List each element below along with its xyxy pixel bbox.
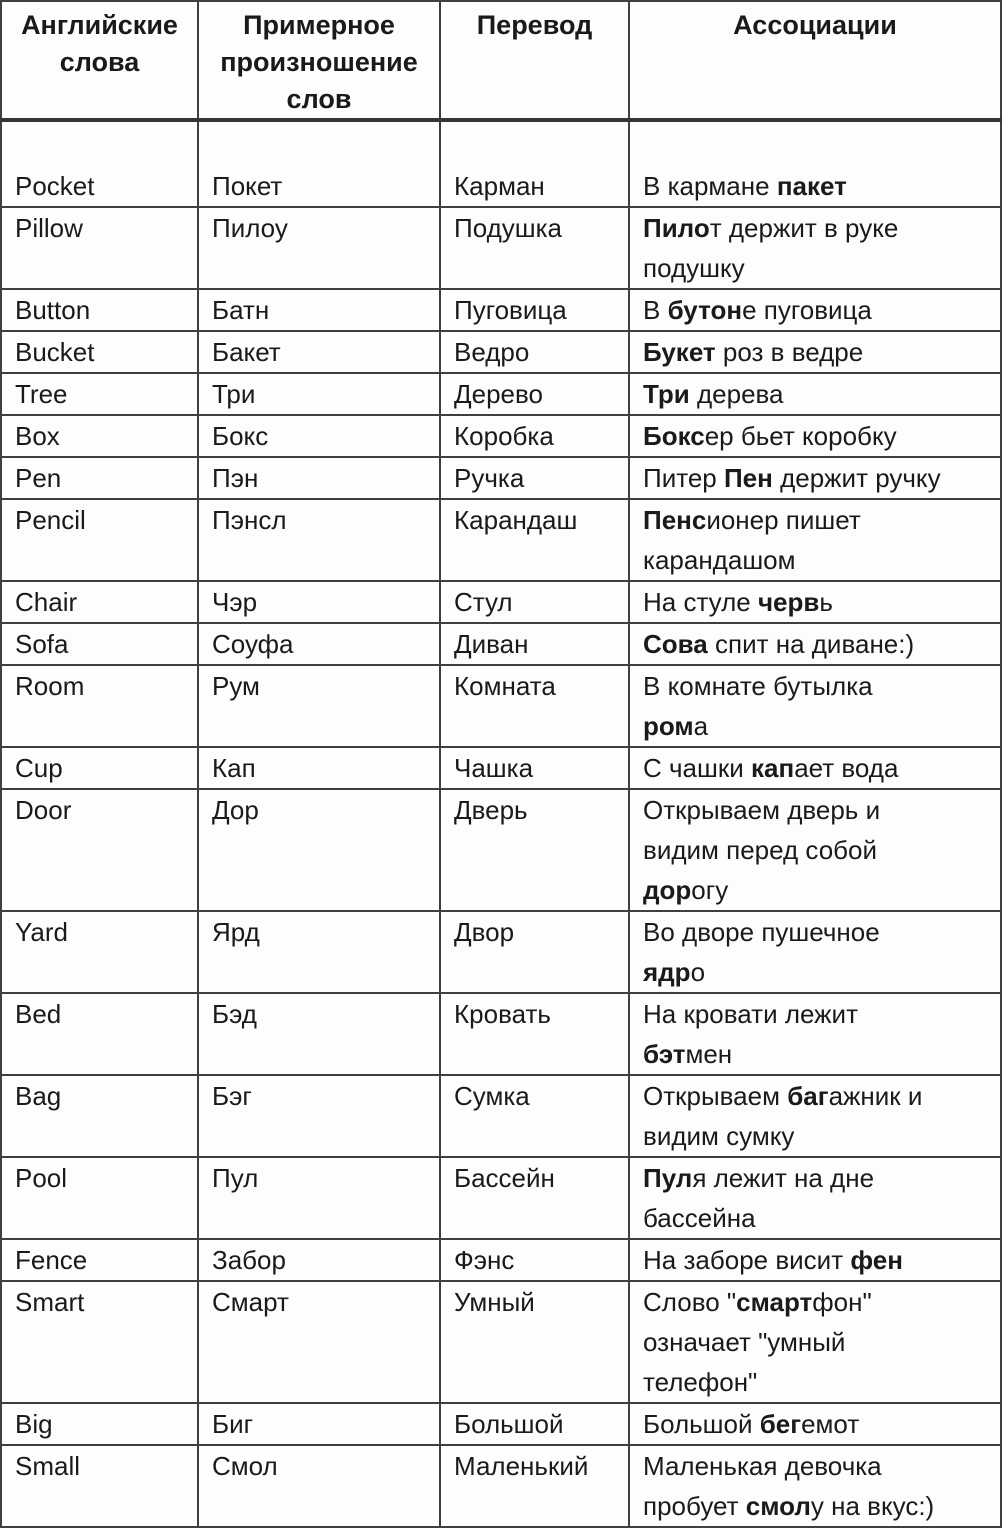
association-keyword: Пило bbox=[643, 213, 710, 243]
pronunciation-cell: Пул bbox=[198, 1157, 440, 1239]
association-text: Во дворе пушечное bbox=[643, 917, 880, 947]
english-word-cell: Bed bbox=[1, 993, 198, 1075]
english-word-cell: Tree bbox=[1, 373, 198, 415]
pronunciation-cell: Пэнсл bbox=[198, 499, 440, 581]
pronunciation-cell: Ярд bbox=[198, 911, 440, 993]
translation-cell: Карман bbox=[440, 120, 629, 207]
association-keyword: бег bbox=[759, 1409, 802, 1439]
association-text: пробует bbox=[643, 1491, 746, 1521]
association-keyword: Букет bbox=[643, 337, 716, 367]
association-keyword: смарт bbox=[736, 1287, 813, 1317]
pronunciation-cell: Бакет bbox=[198, 331, 440, 373]
association-cell bbox=[629, 581, 1001, 623]
table-row bbox=[1, 911, 1001, 993]
association-cell bbox=[629, 1075, 1001, 1157]
pronunciation-cell: Смол bbox=[198, 1445, 440, 1527]
association-text: держит ручку bbox=[772, 463, 941, 493]
english-word-cell: Yard bbox=[1, 911, 198, 993]
association-text: видим сумку bbox=[643, 1121, 795, 1151]
association-text: спит на диване:) bbox=[707, 629, 915, 659]
header-row bbox=[1, 1, 1001, 120]
table-row bbox=[1, 499, 1001, 581]
association-cell bbox=[629, 911, 1001, 993]
association-text: о bbox=[690, 957, 706, 987]
association-text: а bbox=[693, 711, 709, 741]
english-word-cell: Pillow bbox=[1, 207, 198, 289]
association-text: На стуле bbox=[643, 587, 758, 617]
english-word-cell: Bag bbox=[1, 1075, 198, 1157]
english-word-cell: Sofa bbox=[1, 623, 198, 665]
association-cell bbox=[629, 993, 1001, 1075]
pronunciation-cell: Биг bbox=[198, 1403, 440, 1445]
association-keyword: ядр bbox=[643, 957, 691, 987]
translation-cell: Пуговица bbox=[440, 289, 629, 331]
association-keyword: баг bbox=[787, 1081, 829, 1111]
association-text: В bbox=[643, 295, 668, 325]
table-body bbox=[1, 120, 1001, 1527]
association-cell bbox=[629, 789, 1001, 911]
association-text: мен bbox=[685, 1039, 733, 1069]
association-text: На заборе висит bbox=[643, 1245, 851, 1275]
header-cell-translation: Перевод bbox=[440, 1, 629, 120]
association-text: фон" bbox=[812, 1287, 872, 1317]
translation-cell: Чашка bbox=[440, 747, 629, 789]
table-header bbox=[1, 1, 1001, 120]
association-text: С чашки bbox=[643, 753, 751, 783]
english-word-cell: Pencil bbox=[1, 499, 198, 581]
pronunciation-cell: Дор bbox=[198, 789, 440, 911]
association-keyword: Пенс bbox=[643, 505, 707, 535]
association-text: огу bbox=[691, 875, 729, 905]
association-cell bbox=[629, 623, 1001, 665]
table-row bbox=[1, 665, 1001, 747]
table-row bbox=[1, 289, 1001, 331]
translation-cell: Маленький bbox=[440, 1445, 629, 1527]
association-keyword: смол bbox=[745, 1491, 811, 1521]
association-text: ер бьет коробку bbox=[704, 421, 897, 451]
association-text: бассейна bbox=[643, 1203, 756, 1233]
english-word-cell: Fence bbox=[1, 1239, 198, 1281]
pronunciation-cell: Бэг bbox=[198, 1075, 440, 1157]
translation-cell: Двор bbox=[440, 911, 629, 993]
association-text: означает "умный bbox=[643, 1327, 846, 1357]
association-text: ажник и bbox=[828, 1081, 923, 1111]
pronunciation-cell: Чэр bbox=[198, 581, 440, 623]
table-row bbox=[1, 120, 1001, 207]
english-word-cell: Door bbox=[1, 789, 198, 911]
association-text: В комнате бутылка bbox=[643, 671, 873, 701]
association-cell bbox=[629, 415, 1001, 457]
association-text: е пуговица bbox=[742, 295, 872, 325]
association-keyword: ром bbox=[643, 711, 694, 741]
association-text: роз в ведре bbox=[715, 337, 864, 367]
table-row bbox=[1, 623, 1001, 665]
table-row bbox=[1, 581, 1001, 623]
translation-cell: Карандаш bbox=[440, 499, 629, 581]
association-text: ионер пишет bbox=[706, 505, 861, 535]
english-word-cell: Big bbox=[1, 1403, 198, 1445]
english-word-cell: Cup bbox=[1, 747, 198, 789]
translation-cell: Диван bbox=[440, 623, 629, 665]
header-cell-associations: Ассоциации bbox=[629, 1, 1001, 120]
table-row bbox=[1, 1075, 1001, 1157]
translation-cell: Фэнс bbox=[440, 1239, 629, 1281]
association-text: видим перед собой bbox=[643, 835, 878, 865]
association-text: подушку bbox=[643, 253, 745, 283]
association-text: телефон" bbox=[643, 1367, 758, 1397]
translation-cell: Стул bbox=[440, 581, 629, 623]
association-cell bbox=[629, 1239, 1001, 1281]
table-row bbox=[1, 1403, 1001, 1445]
translation-cell: Комната bbox=[440, 665, 629, 747]
pronunciation-cell: Соуфа bbox=[198, 623, 440, 665]
english-word-cell: Pocket bbox=[1, 120, 198, 207]
translation-cell: Кровать bbox=[440, 993, 629, 1075]
association-text: карандашом bbox=[643, 545, 796, 575]
association-text: у на вкус:) bbox=[810, 1491, 935, 1521]
association-keyword: черв bbox=[757, 587, 820, 617]
pronunciation-cell: Бэд bbox=[198, 993, 440, 1075]
english-word-cell: Pen bbox=[1, 457, 198, 499]
english-word-cell: Chair bbox=[1, 581, 198, 623]
association-text: дерева bbox=[689, 379, 784, 409]
association-text: Большой bbox=[643, 1409, 760, 1439]
association-cell bbox=[629, 120, 1001, 207]
association-keyword: кап bbox=[751, 753, 795, 783]
association-text: Маленькая девочка bbox=[643, 1451, 882, 1481]
table-row bbox=[1, 457, 1001, 499]
pronunciation-cell: Покет bbox=[198, 120, 440, 207]
english-word-cell: Pool bbox=[1, 1157, 198, 1239]
pronunciation-cell: Три bbox=[198, 373, 440, 415]
association-cell bbox=[629, 207, 1001, 289]
table-row bbox=[1, 1281, 1001, 1403]
translation-cell: Ручка bbox=[440, 457, 629, 499]
association-cell bbox=[629, 331, 1001, 373]
association-text: Слово " bbox=[643, 1287, 737, 1317]
translation-cell: Ведро bbox=[440, 331, 629, 373]
pronunciation-cell: Забор bbox=[198, 1239, 440, 1281]
header-cell-english-words: Английские слова bbox=[1, 1, 198, 120]
english-word-cell: Box bbox=[1, 415, 198, 457]
header-cell-pronunciation: Примерное произношение слов bbox=[198, 1, 440, 120]
table-row bbox=[1, 373, 1001, 415]
english-word-cell: Bucket bbox=[1, 331, 198, 373]
association-keyword: бутон bbox=[667, 295, 743, 325]
association-keyword: пакет bbox=[776, 171, 847, 201]
table-row bbox=[1, 1445, 1001, 1527]
association-keyword: дор bbox=[643, 875, 692, 905]
association-keyword: Пен bbox=[723, 463, 773, 493]
pronunciation-cell: Смарт bbox=[198, 1281, 440, 1403]
association-text: емот bbox=[801, 1409, 860, 1439]
association-cell bbox=[629, 1445, 1001, 1527]
association-cell bbox=[629, 373, 1001, 415]
english-word-cell: Button bbox=[1, 289, 198, 331]
association-cell bbox=[629, 747, 1001, 789]
association-keyword: Пул bbox=[643, 1163, 693, 1193]
association-text: Питер bbox=[643, 463, 724, 493]
table-row bbox=[1, 1157, 1001, 1239]
association-cell bbox=[629, 1281, 1001, 1403]
association-cell bbox=[629, 457, 1001, 499]
association-cell bbox=[629, 289, 1001, 331]
translation-cell: Дерево bbox=[440, 373, 629, 415]
table-row bbox=[1, 1239, 1001, 1281]
translation-cell: Коробка bbox=[440, 415, 629, 457]
association-text: Открываем bbox=[643, 1081, 788, 1111]
translation-cell: Сумка bbox=[440, 1075, 629, 1157]
table-row bbox=[1, 993, 1001, 1075]
pronunciation-cell: Рум bbox=[198, 665, 440, 747]
association-keyword: фен bbox=[850, 1245, 903, 1275]
pronunciation-cell: Бокс bbox=[198, 415, 440, 457]
association-keyword: Сова bbox=[643, 629, 708, 659]
pronunciation-cell: Пэн bbox=[198, 457, 440, 499]
pronunciation-cell: Батн bbox=[198, 289, 440, 331]
english-word-cell: Room bbox=[1, 665, 198, 747]
association-text: ает вода bbox=[794, 753, 899, 783]
translation-cell: Дверь bbox=[440, 789, 629, 911]
association-keyword: Бокс bbox=[643, 421, 705, 451]
association-cell bbox=[629, 1157, 1001, 1239]
translation-cell: Подушка bbox=[440, 207, 629, 289]
association-text: На кровати лежит bbox=[643, 999, 858, 1029]
translation-cell: Бассейн bbox=[440, 1157, 629, 1239]
table-row bbox=[1, 331, 1001, 373]
association-text: т держит в руке bbox=[709, 213, 899, 243]
table-row bbox=[1, 747, 1001, 789]
table-row bbox=[1, 207, 1001, 289]
english-word-cell: Small bbox=[1, 1445, 198, 1527]
pronunciation-cell: Кап bbox=[198, 747, 440, 789]
association-cell bbox=[629, 1403, 1001, 1445]
translation-cell: Большой bbox=[440, 1403, 629, 1445]
association-text: я лежит на дне bbox=[692, 1163, 875, 1193]
association-keyword: Три bbox=[643, 379, 690, 409]
table-row bbox=[1, 789, 1001, 911]
association-cell bbox=[629, 665, 1001, 747]
association-cell bbox=[629, 499, 1001, 581]
association-keyword: бэт bbox=[643, 1039, 686, 1069]
association-text: Открываем дверь и bbox=[643, 795, 881, 825]
english-word-cell: Smart bbox=[1, 1281, 198, 1403]
translation-cell: Умный bbox=[440, 1281, 629, 1403]
pronunciation-cell: Пилоу bbox=[198, 207, 440, 289]
association-text: ь bbox=[819, 587, 833, 617]
association-text: В кармане bbox=[643, 171, 777, 201]
table-row bbox=[1, 415, 1001, 457]
